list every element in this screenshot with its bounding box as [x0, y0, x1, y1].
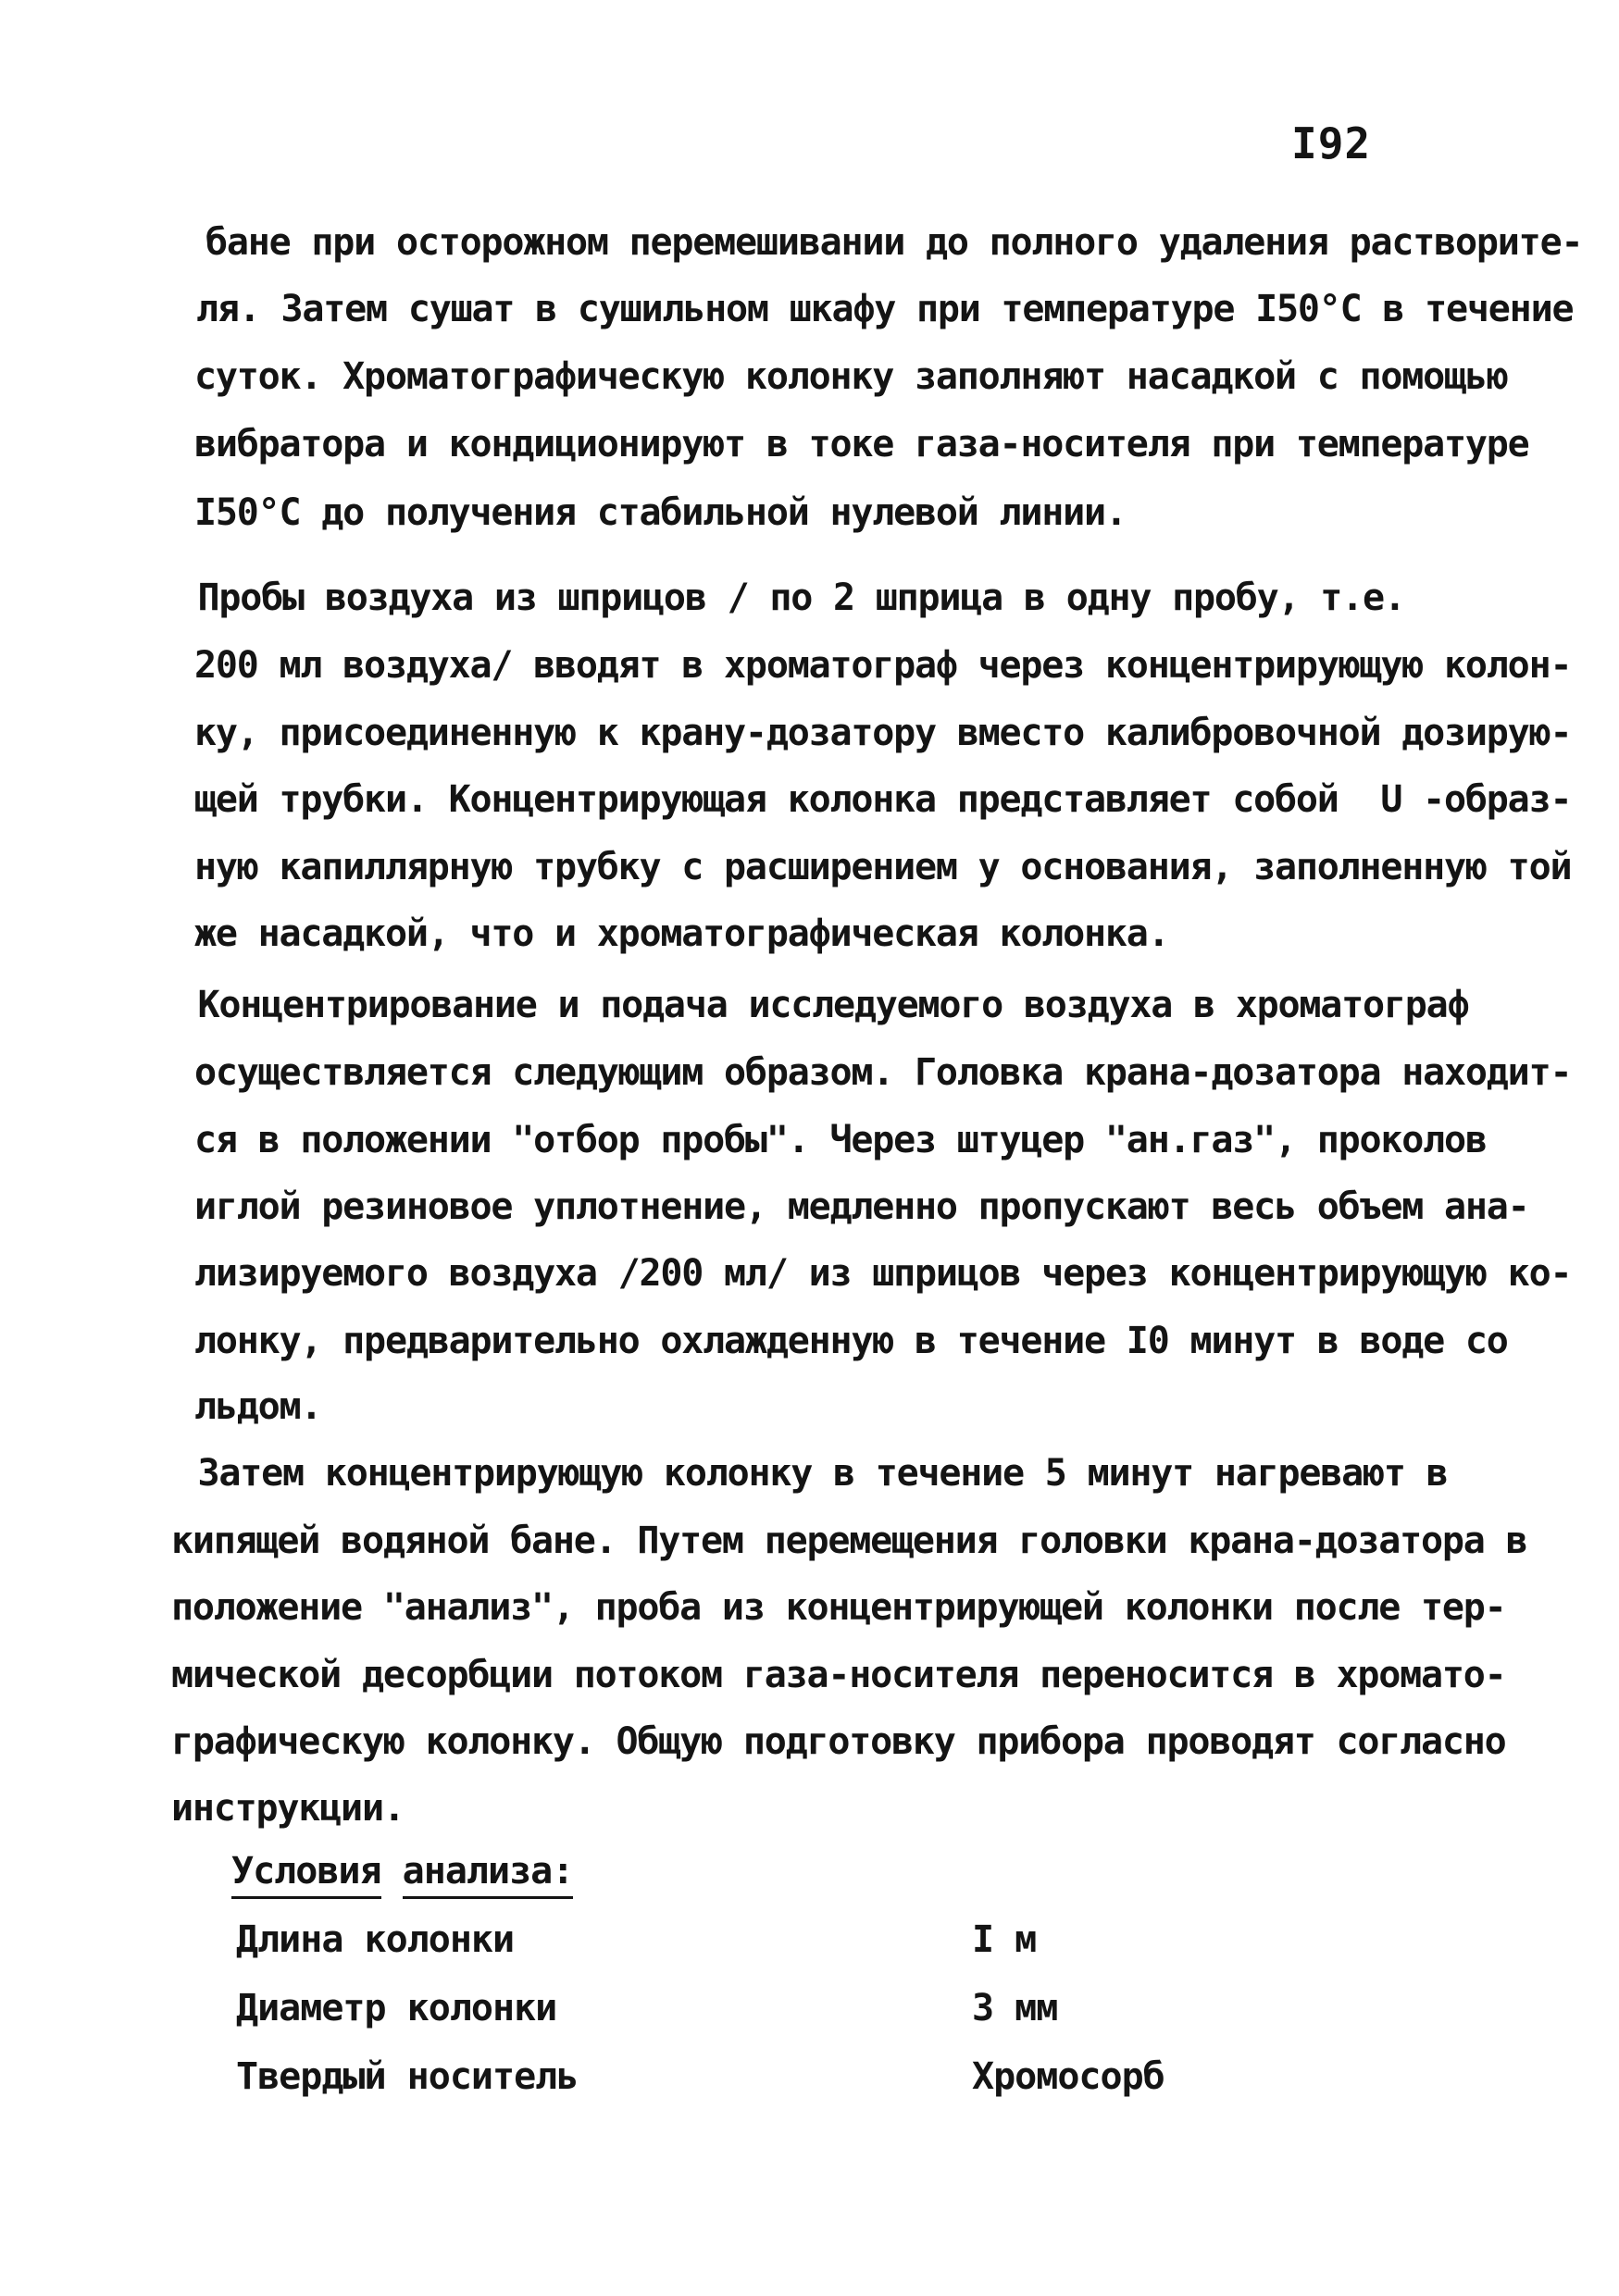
text-line: кипящей водяной бане. Путем перемещения головки крана-дозатора в	[171, 1520, 1527, 1562]
page-number: I92	[1291, 118, 1372, 168]
text-line: иглой резиновое уплотнение, медленно пропускают весь объем ана-	[194, 1185, 1529, 1228]
text-line: Концентрирование и подача исследуемого воздуха в хроматограф	[113, 984, 1469, 1026]
condition-label: Длина колонки	[236, 1918, 515, 1961]
condition-value: Хромосорб	[972, 2055, 1164, 2098]
text-line: щей трубки. Концентрирующая колонка представляет собой U -образ-	[194, 778, 1572, 821]
conditions-heading-word2: анализа:	[403, 1850, 574, 1899]
conditions-heading-word1: Условия	[231, 1850, 381, 1899]
text-line: инструкции.	[171, 1787, 405, 1830]
text-line: льдом.	[194, 1385, 322, 1428]
condition-label: Твердый носитель	[236, 2055, 579, 2098]
text-line: Затем концентрирующую колонку в течение 5 минут нагревают в	[113, 1452, 1448, 1495]
text-line: Пробы воздуха из шприцов / по 2 шприца в одну пробу, т.е.	[113, 577, 1405, 619]
text-line: лизируемого воздуха /200 мл/ из шприцов через концентрирующую ко-	[194, 1252, 1572, 1295]
condition-value: 3 мм	[972, 1987, 1058, 2029]
condition-value: I м	[972, 1918, 1037, 1961]
text-line: ля. Затем сушат в сушильном шкафу при температуре I50°C в течение	[196, 288, 1574, 330]
text-line: графическую колонку. Общую подготовку прибора проводят согласно	[171, 1720, 1506, 1763]
text-line: суток. Хроматографическую колонку заполняют насадкой с помощью	[194, 355, 1508, 398]
text-line: осуществляется следующим образом. Головка крана-дозатора находит-	[194, 1051, 1572, 1094]
text-line: положение "анализ", проба из концентрирующей колонки после тер-	[171, 1586, 1506, 1629]
conditions-heading	[231, 1849, 573, 1893]
text-line: лонку, предварительно охлажденную в течение I0 минут в воде со	[194, 1320, 1508, 1362]
text-line: ку, присоединенную к крану-дозатору вместо калибровочной дозирую-	[194, 712, 1572, 754]
text-line: ную капиллярную трубку с расширением у основания, заполненную той	[194, 846, 1572, 888]
condition-label: Диаметр колонки	[236, 1987, 557, 2029]
text-line: I50°C до получения стабильной нулевой линии.	[194, 491, 1127, 534]
text-line: ся в положении "отбор пробы". Через штуцер "ан.газ", проколов	[194, 1119, 1487, 1161]
text-line: мической десорбции потоком газа-носителя переносится в хромато-	[171, 1654, 1506, 1696]
text-line: же насадкой, что и хроматографическая колонка.	[194, 912, 1169, 955]
text-line: бане при осторожном перемешивании до полного удаления растворите-	[205, 221, 1583, 264]
text-line: 200 мл воздуха/ вводят в хроматограф через концентрирующую колон-	[194, 644, 1572, 687]
text-line: вибратора и кондиционируют в токе газа-носителя при температуре	[194, 423, 1529, 465]
